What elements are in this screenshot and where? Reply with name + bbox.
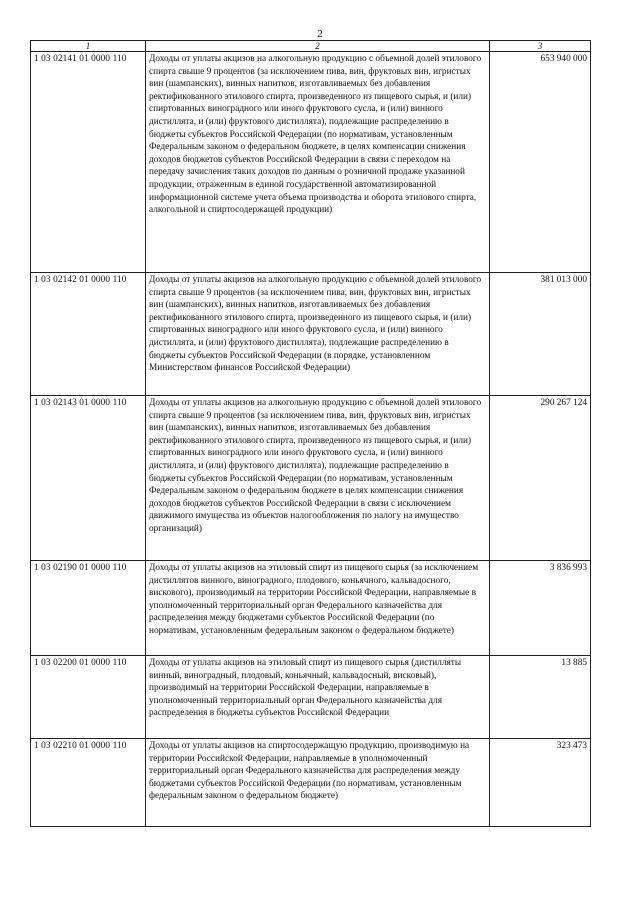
revenue-table — [30, 40, 591, 827]
row-code: 1 03 02200 01 0000 110 — [31, 656, 146, 739]
row-description: Доходы от уплаты акцизов на этиловый спирт из пищевого сырья (дистилляты винный, виноградный, плодовый, коньячный, кальвадосный, висковый), производимый на территории Российской Федерации, направляемые в уполномоченный территориальный орган Федерального казначейства для распределения в бюджеты субъектов Российской Федерации — [146, 656, 490, 739]
row-amount: 13 885 — [490, 656, 591, 739]
row-amount: 3 836 993 — [490, 561, 591, 656]
table-row — [31, 52, 591, 273]
row-code: 1 03 02143 01 0000 110 — [31, 396, 146, 561]
table-row — [31, 273, 591, 396]
row-description: Доходы от уплаты акцизов на спиртосодержащую продукцию, производимую на территории Российской Федерации, направляемые в уполномоченный территориальный орган Федерального казначейства для распределения между бюджетами субъектов Российской Федерации (по нормативам, установленным федеральным законом о федеральном бюджете) — [146, 739, 490, 827]
table-header-row — [31, 41, 591, 52]
table-row — [31, 396, 591, 561]
row-amount: 653 940 000 — [490, 52, 591, 273]
row-amount: 290 267 124 — [490, 396, 591, 561]
row-code: 1 03 02142 01 0000 110 — [31, 273, 146, 396]
page-number: 2 — [317, 28, 323, 40]
row-description: Доходы от уплаты акцизов на алкогольную продукцию с объемной долей этилового спирта свыше 9 процентов (за исключением пива, вин, фруктовых вин, игристых вин (шампанских), винных напитков, изготавливаемых без добавления ректификованного этилового спирта, произведенного из пищевого сырья, и (или) спиртованных виноградного или иного фруктового сусла, и (или) винного дистиллята, и (или) фруктового дистиллята), подлежащие распределению в бюджеты субъектов Российской Федерации (по нормативам, установленным Федеральным законом о федеральном бюджете в целях компенсации снижения доходов бюджетов субъектов Российской Федерации в связи с исключением движимого имущества из объектов налогообложения по налогу на имущество организаций) — [146, 396, 490, 561]
table-row — [31, 561, 591, 656]
row-description: Доходы от уплаты акцизов на этиловый спирт из пищевого сырья (за исключением дистиллятов винного, виноградного, плодового, коньячного, кальвадосного, вискового), производимый на территории Российской Федерации, направляемые в уполномоченный территориальный орган Федерального казначейства для распределения между бюджетами субъектов Российской Федерации (по нормативам, установленным федеральным законом о федеральном бюджете) — [146, 561, 490, 656]
row-amount: 381 013 000 — [490, 273, 591, 396]
row-code: 1 03 02141 01 0000 110 — [31, 52, 146, 273]
row-description: Доходы от уплаты акцизов на алкогольную продукцию с объемной долей этилового спирта свыше 9 процентов (за исключением пива, вин, фруктовых вин, игристых вин (шампанских), винных напитков, изготавливаемых без добавления ректификованного этилового спирта, произведенного из пищевого сырья, и (или) спиртованных виноградного или иного фруктового сусла, и (или) винного дистиллята, и (или) фруктового дистиллята), подлежащие распределению в бюджеты субъектов Российской Федерации (по нормативам, установленным Федеральным законом о федеральном бюджете, в целях компенсации снижения доходов бюджетов субъектов Российской Федерации в связи с переходом на передачу зачисления таких доходов по данным о розничной продаже указанной продукции, отраженным в единой государственной автоматизированной информационной системе учета объема производства и оборота этилового спирта, алкогольной и спиртосодержащей продукции) — [146, 52, 490, 273]
column-header-description: 2 — [146, 41, 490, 52]
row-code: 1 03 02210 01 0000 110 — [31, 739, 146, 827]
table-row — [31, 739, 591, 827]
column-header-code: 1 — [31, 41, 146, 52]
row-description: Доходы от уплаты акцизов на алкогольную продукцию с объемной долей этилового спирта свыше 9 процентов (за исключением пива, вин, фруктовых вин, игристых вин (шампанских), винных напитков, изготавливаемых без добавления ректификованного этилового спирта, произведенного из пищевого сырья, и (или) спиртованных виноградного или иного фруктового сусла, и (или) винного дистиллята, и (или) фруктового дистиллята), подлежащие распределению в бюджеты субъектов Российской Федерации (в порядке, установленном Министерством финансов Российской Федерации) — [146, 273, 490, 396]
column-header-amount: 3 — [490, 41, 591, 52]
table-row — [31, 656, 591, 739]
row-code: 1 03 02190 01 0000 110 — [31, 561, 146, 656]
row-amount: 323 473 — [490, 739, 591, 827]
